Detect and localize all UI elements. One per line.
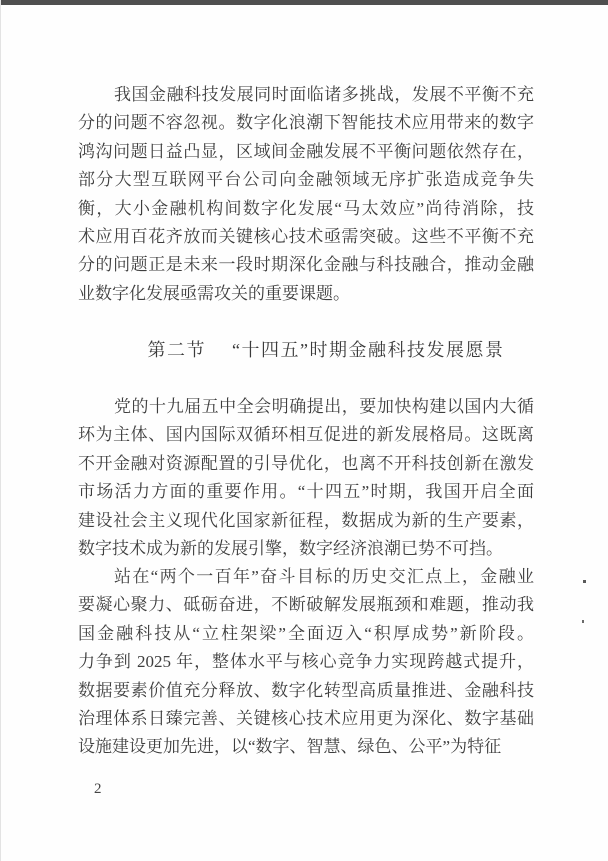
scan-speck (582, 620, 584, 623)
paragraph-line: 分的问题正是未来一段时期深化金融与科技融合，推动金融 (78, 255, 534, 275)
paragraph-line: 衡，大小金融机构间数字化发展“马太效应”尚待消除，技 (78, 198, 534, 218)
scanner-edge-bar (0, 0, 608, 5)
paragraph-line: 分的问题不容忽视。数字化浪潮下智能技术应用带来的数字 (78, 113, 534, 133)
paragraph-line: 鸿沟问题日益凸显，区域间金融发展不平衡问题依然存在， (78, 141, 534, 161)
page-left-edge (0, 0, 1, 861)
paragraph-line: 业数字化发展亟需攻关的重要课题。 (78, 283, 350, 303)
paragraph-two-centenary-goals (78, 563, 534, 762)
paragraph-line: 我国金融科技发展同时面临诸多挑战，发展不平衡不充 (114, 85, 534, 104)
paragraph-line: 数据要素价值充分释放、数字化转型高质量推进、金融科技 (78, 680, 534, 700)
paragraph-line: 要凝心聚力、砥砺奋进，不断破解发展瓶颈和难题，推动我 (78, 595, 534, 615)
paragraph-line: 党的十九届五中全会明确提出，要加快构建以国内大循 (114, 397, 534, 416)
paragraph-line: 力争到 2025 年，整体水平与核心竞争力实现跨越式提升， (78, 652, 534, 672)
paragraph-line: 治理体系日臻完善、关键核心技术应用更为深化、数字基础 (78, 708, 534, 728)
paragraph-challenges (78, 81, 534, 308)
paragraph-line: 不开金融对资源配置的引导优化，也离不开科技创新在激发 (78, 453, 534, 473)
paragraph-line: 国金融科技从“立柱架梁”全面迈入“积厚成势”新阶段。 (78, 623, 534, 643)
scan-speck (583, 580, 586, 583)
paragraph-line: 环为主体、国内国际双循环相互促进的新发展格局。这既离 (78, 425, 534, 445)
page-number: 2 (94, 781, 102, 797)
paragraph-line: 数字技术成为新的发展引擎，数字经济浪潮已势不可挡。 (78, 538, 503, 558)
paragraph-line: 建设社会主义现代化国家新征程，数据成为新的生产要素， (78, 510, 534, 530)
section-title: “十四五”时期金融科技发展愿景 (232, 340, 505, 360)
paragraph-line: 市场活力方面的重要作用。“十四五”时期，我国开启全面 (78, 482, 534, 502)
paragraph-plenary-session (78, 393, 534, 563)
section-number: 第二节 (147, 340, 206, 360)
section-heading (78, 336, 534, 364)
paragraph-line: 部分大型互联网平台公司向金融领域无序扩张造成竞争失 (78, 170, 534, 190)
paragraph-line: 术应用百花齐放而关键核心技术亟需突破。这些不平衡不充 (78, 226, 534, 246)
paragraph-line: 设施建设更加先进，以“数字、智慧、绿色、公平”为特征 (78, 737, 502, 757)
paragraph-line: 站在“两个一百年”奋斗目标的历史交汇点上，金融业 (114, 567, 534, 586)
